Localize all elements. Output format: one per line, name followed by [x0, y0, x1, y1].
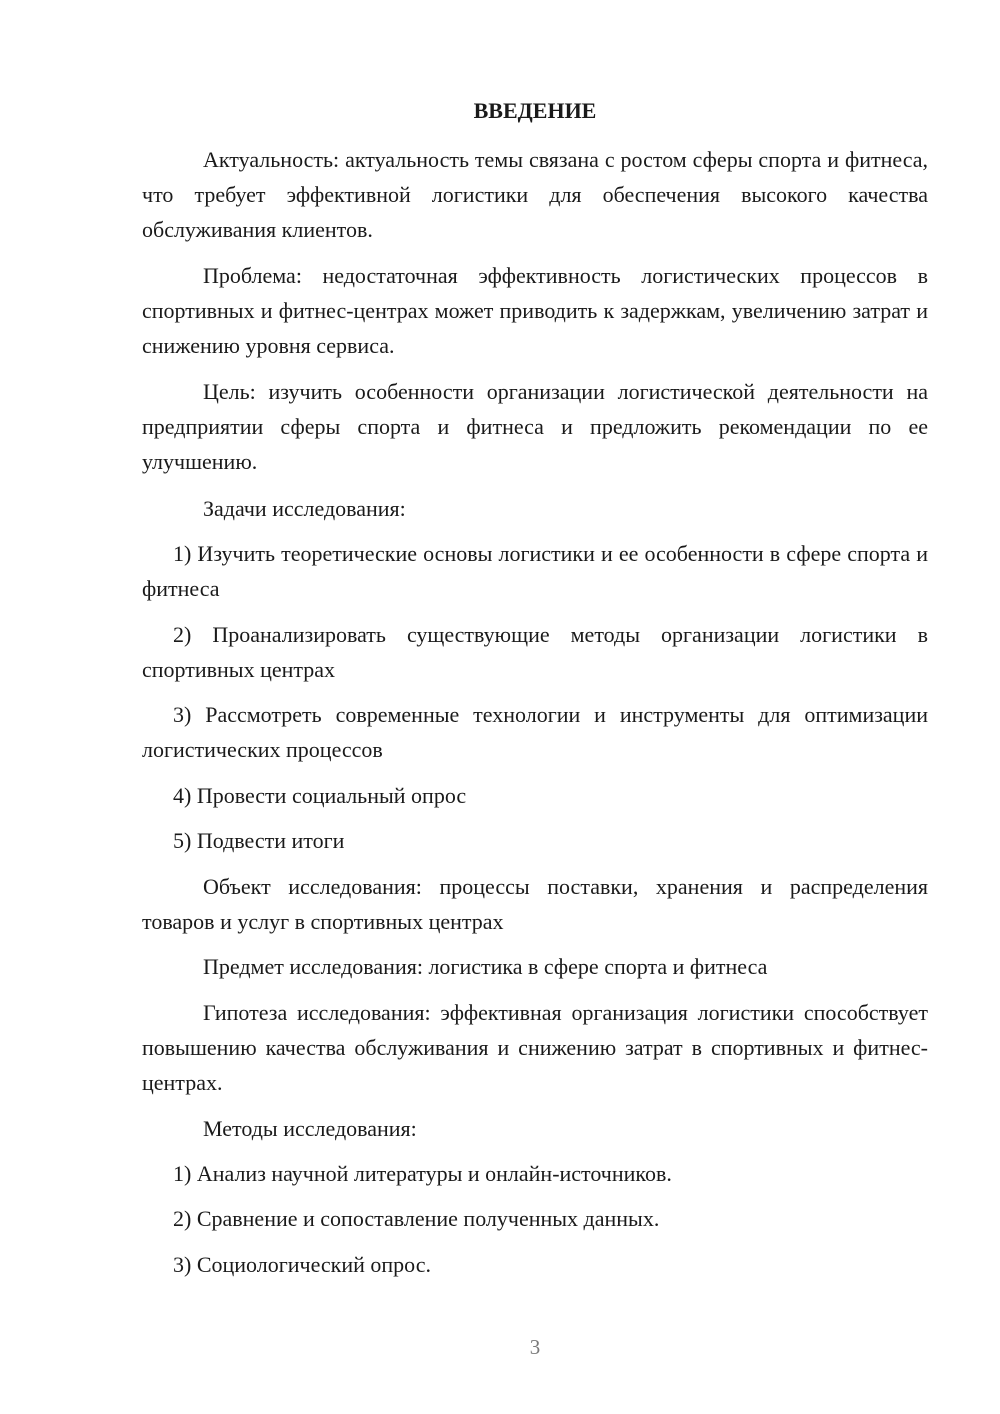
- paragraph-relevance: Актуальность: актуальность темы связана с ростом сферы спорта и фитнеса, что требует эффективной логистики для обеспечения высокого качества обслуживания клиентов.: [142, 147, 928, 242]
- paragraph-hypothesis: Гипотеза исследования: эффективная организация логистики способствует повышению качества обслуживания и снижению затрат в спортивных и фитнес-центрах.: [142, 1000, 928, 1095]
- page-title: ВВЕДЕНИЕ: [473, 98, 597, 123]
- list-item-task-1: 1) Изучить теоретические основы логистики и ее особенности в сфере спорта и фитнеса: [142, 541, 928, 601]
- paragraph-goal: Цель: изучить особенности организации логистической деятельности на предприятии сферы спорта и фитнеса и предложить рекомендации по ее улучшению.: [142, 379, 928, 474]
- list-item-task-2: 2) Проанализировать существующие методы организации логистики в спортивных центрах: [142, 622, 928, 682]
- paragraph-methods-heading: Методы исследования:: [203, 1116, 417, 1141]
- list-item-task-5: 5) Подвести итоги: [173, 828, 345, 853]
- paragraph-subject: Предмет исследования: логистика в сфере спорта и фитнеса: [203, 954, 768, 979]
- list-item-method-3: 3) Социологический опрос.: [173, 1252, 431, 1277]
- list-item-task-3: 3) Рассмотреть современные технологии и инструменты для оптимизации логистических процессов: [142, 702, 928, 762]
- list-item-method-1: 1) Анализ научной литературы и онлайн-источников.: [173, 1161, 672, 1186]
- paragraph-tasks-heading: Задачи исследования:: [203, 496, 406, 521]
- list-item-method-2: 2) Сравнение и сопоставление полученных данных.: [173, 1206, 660, 1231]
- list-item-task-4: 4) Провести социальный опрос: [173, 783, 467, 808]
- paragraph-object: Объект исследования: процессы поставки, хранения и распределения товаров и услуг в спортивных центрах: [142, 874, 928, 934]
- paragraph-problem: Проблема: недостаточная эффективность логистических процессов в спортивных и фитнес-центрах может приводить к задержкам, увеличению затрат и снижению уровня сервиса.: [142, 263, 928, 358]
- page-number: 3: [529, 1335, 541, 1359]
